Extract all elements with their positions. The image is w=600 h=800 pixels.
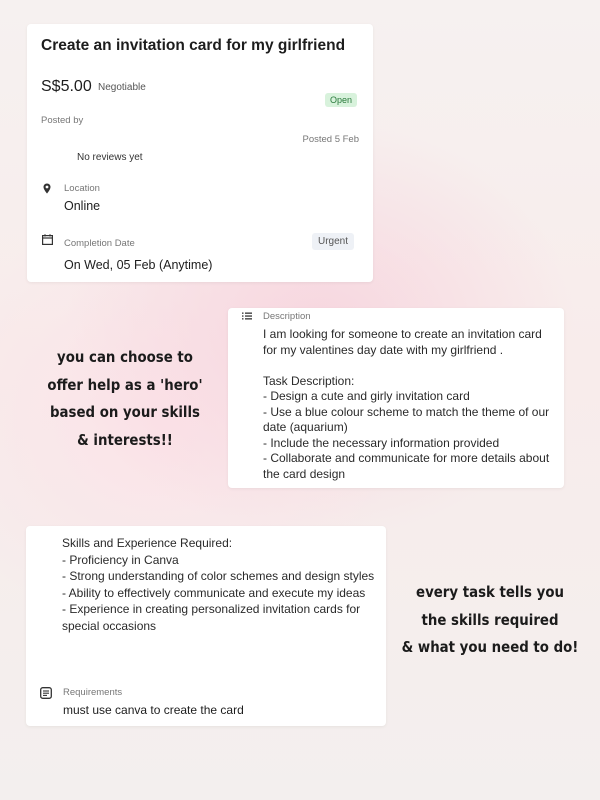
- urgent-badge: Urgent: [312, 233, 354, 250]
- status-badge: Open: [325, 93, 357, 107]
- requirements-value: must use canva to create the card: [63, 703, 244, 717]
- task-price: S$5.00: [41, 78, 92, 95]
- posted-by-label: Posted by: [41, 115, 84, 126]
- callout-left: you can choose to offer help as a 'hero' based on your skills & interests!!: [47, 348, 203, 449]
- description-card: [228, 308, 564, 488]
- description-label: Description: [263, 311, 311, 322]
- completion-date-value: On Wed, 05 Feb (Anytime): [64, 258, 213, 272]
- description-text: I am looking for someone to create an invitation card for my valentines day date with my girlfriend . Task Description: - Design a cute and girly invitation card - Use a blue colour scheme to match the theme of our date (aquarium) - Include the necessary information provided - Collaborate and communicate for more details about the card design: [263, 327, 550, 481]
- skills-card: [26, 526, 386, 726]
- calendar-icon: [42, 234, 53, 245]
- task-summary-card: [27, 24, 373, 282]
- reviews-text: No reviews yet: [77, 152, 143, 163]
- callout-right: every task tells you the skills required & what you need to do!: [401, 583, 579, 656]
- location-value: Online: [64, 199, 101, 213]
- task-title: Create an invitation card for my girlfriend: [41, 37, 346, 54]
- completion-date-label: Completion Date: [64, 238, 135, 249]
- location-pin-icon: [43, 183, 51, 194]
- posted-date: Posted 5 Feb: [302, 134, 359, 145]
- requirements-label: Requirements: [63, 687, 123, 698]
- location-label: Location: [64, 183, 100, 194]
- document-icon: [40, 687, 52, 699]
- list-icon: [242, 312, 252, 320]
- skills-text: Skills and Experience Required: - Proficiency in Canva - Strong understanding of color schemes and design styles - Ability to effectively communicate and execute my ideas - Experience in creating personalized invitation cards for special occasions: [62, 536, 375, 633]
- price-negotiable-label: Negotiable: [98, 82, 146, 93]
